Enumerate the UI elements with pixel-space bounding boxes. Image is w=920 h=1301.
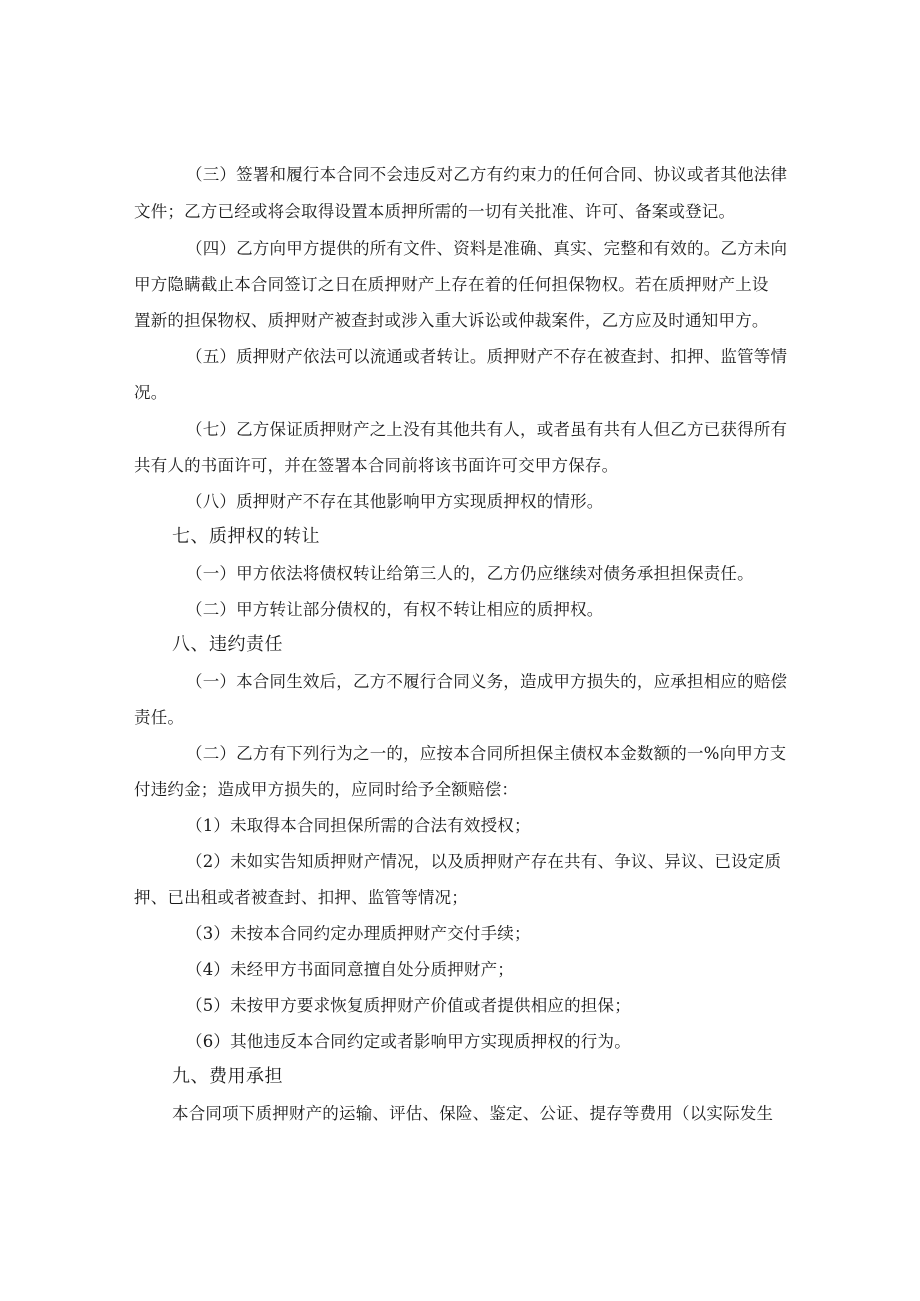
clause-7-line-2: 共有人的书面许可，并在签署本合同前将该书面许可交甲方保存。 xyxy=(134,456,619,475)
section-8-sub-1: （1）未取得本合同担保所需的合法有效授权； xyxy=(186,816,531,835)
section-7-item-2: （二）甲方转让部分债权的，有权不转让相应的质押权。 xyxy=(186,600,604,619)
section-8-sub-5: （5）未按甲方要求恢复质押财产价值或者提供相应的担保； xyxy=(186,996,631,1015)
section-8-sub-4: （4）未经甲方书面同意擅自处分质押财产； xyxy=(186,960,514,979)
section-8-sub-2-line-2: 押、已出租或者被查封、扣押、监管等情况； xyxy=(134,888,468,907)
section-8-sub-3: （3）未按本合同约定办理质押财产交付手续； xyxy=(186,924,531,943)
section-8-item-1-line-2: 责任。 xyxy=(134,708,185,727)
section-7-heading: 七、质押权的转让 xyxy=(172,526,320,547)
section-8-heading: 八、违约责任 xyxy=(172,634,283,655)
section-8-item-1-line-1: （一）本合同生效后，乙方不履行合同义务，造成甲方损失的，应承担相应的赔偿 xyxy=(186,672,788,691)
section-9-heading: 九、费用承担 xyxy=(172,1066,283,1087)
clause-5-line-2: 况。 xyxy=(134,383,168,402)
clause-3-line-1: （三）签署和履行本合同不会违反对乙方有约束力的任何合同、协议或者其他法律 xyxy=(186,165,788,184)
section-8-item-2-line-2: 付违约金；造成甲方损失的，应同时给予全额赔偿： xyxy=(134,780,519,799)
section-8-sub-6: （6）其他违反本合同约定或者影响甲方实现质押权的行为。 xyxy=(186,1032,631,1051)
section-8-sub-2-line-1: （2）未如实告知质押财产情况，以及质押财产存在共有、争议、异议、已设定质 xyxy=(186,852,782,871)
clause-4-line-3: 置新的担保物权、质押财产被查封或涉入重大诉讼或仲裁案件，乙方应及时通知甲方。 xyxy=(134,311,769,330)
clause-3-line-2: 文件；乙方已经或将会取得设置本质押所需的一切有关批准、许可、备案或登记。 xyxy=(134,202,736,221)
clause-4-line-2: 甲方隐瞒截止本合同签订之日在质押财产上存在着的任何担保物权。若在质押财产上设 xyxy=(134,275,769,294)
section-8-item-2-line-1: （二）乙方有下列行为之一的，应按本合同所担保主债权本金数额的一%向甲方支 xyxy=(186,744,787,763)
section-9-line-1: 本合同项下质押财产的运输、评估、保险、鉴定、公证、提存等费用（以实际发生 xyxy=(172,1104,774,1123)
clause-5-line-1: （五）质押财产依法可以流通或者转让。质押财产不存在被查封、扣押、监管等情 xyxy=(186,347,788,366)
section-7-item-1: （一）甲方依法将债权转让给第三人的，乙方仍应继续对债务承担担保责任。 xyxy=(186,564,754,583)
clause-8-line-1: （八）质押财产不存在其他影响甲方实现质押权的情形。 xyxy=(186,492,604,511)
clause-7-line-1: （七）乙方保证质押财产之上没有其他共有人，或者虽有共有人但乙方已获得所有 xyxy=(186,420,788,439)
clause-4-line-1: （四）乙方向甲方提供的所有文件、资料是准确、真实、完整和有效的。乙方未向 xyxy=(186,239,788,258)
